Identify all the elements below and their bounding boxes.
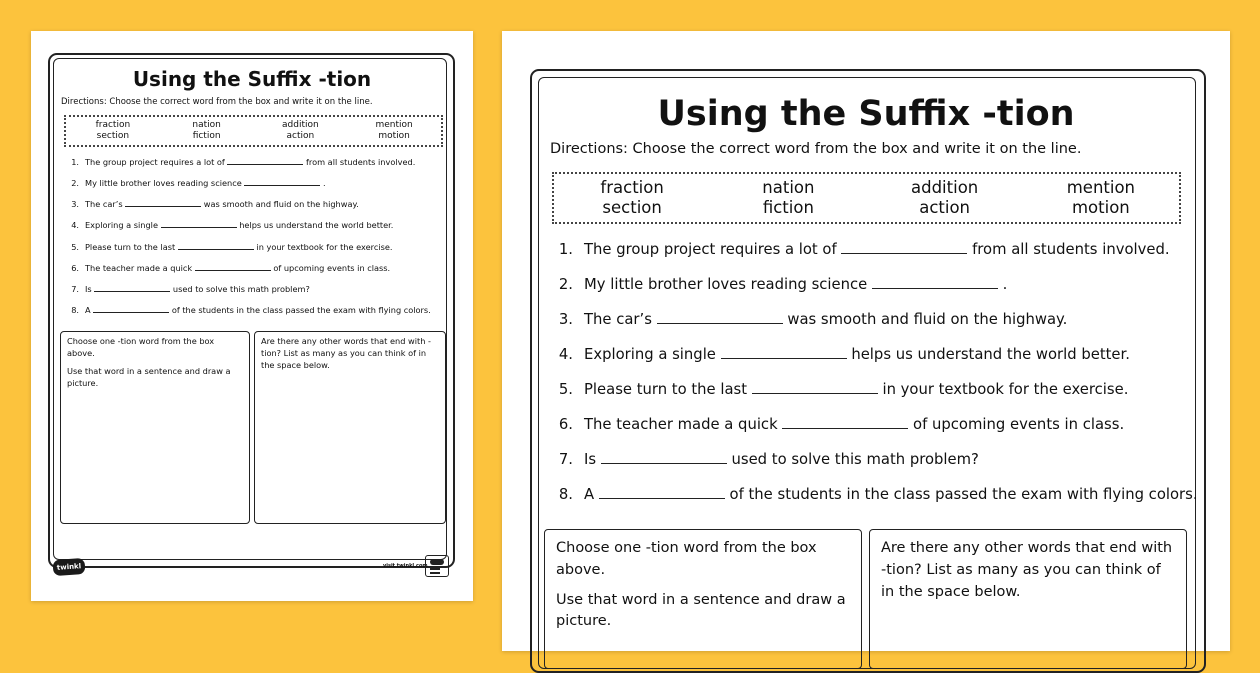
question-2: 2. My little brother loves reading science .	[71, 178, 326, 188]
word-box-item: fiction	[192, 131, 221, 141]
answer-blank[interactable]	[161, 227, 237, 228]
task-box-left[interactable]	[544, 529, 862, 669]
badge-icon	[425, 555, 449, 577]
answer-blank[interactable]	[841, 253, 967, 254]
answer-blank[interactable]	[178, 249, 254, 250]
question-8: 8. A of the students in the class passed the exam with flying colors.	[558, 486, 1198, 503]
word-box-item: addition	[911, 178, 979, 198]
question-7: 7. Is used to solve this math problem?	[558, 451, 979, 468]
question-3: 3. The car’s was smooth and fluid on the highway.	[558, 311, 1068, 328]
answer-blank[interactable]	[601, 463, 727, 464]
answer-blank[interactable]	[94, 291, 170, 292]
task-right-text: Are there any other words that end with -tion? List as many as you can think of in the space below.	[261, 336, 431, 370]
question-8: 8. A of the students in the class passed the exam with flying colors.	[71, 305, 431, 315]
word-box-item: motion	[1071, 198, 1130, 217]
question-3: 3. The car’s was smooth and fluid on the highway.	[71, 199, 359, 209]
worksheet-zoomed[interactable]	[502, 31, 1230, 651]
question-5: 5. Please turn to the last in your textbook for the exercise.	[71, 242, 393, 252]
question-6: 6. The teacher made a quick of upcoming events in class.	[558, 416, 1125, 433]
word-box-item: motion	[378, 131, 410, 141]
word-box-item: section	[602, 198, 662, 217]
word-box-item: fraction	[95, 120, 131, 131]
question-5: 5. Please turn to the last in your textbook for the exercise.	[558, 381, 1129, 398]
task-box-right[interactable]	[254, 331, 446, 524]
task-right-text: Are there any other words that end with -tion? List as many as you can think of in the space below.	[881, 540, 1173, 600]
task-left-line1: Choose one -tion word from the box above.	[556, 540, 817, 578]
task-left-line2: Use that word in a sentence and draw a picture.	[556, 591, 846, 630]
answer-blank[interactable]	[125, 206, 201, 207]
worksheet-thumbnail[interactable]	[31, 31, 473, 601]
answer-blank[interactable]	[752, 393, 878, 394]
answer-blank[interactable]	[782, 428, 908, 429]
word-box-item: section	[96, 131, 130, 141]
task-left-line1: Choose one -tion word from the box above.	[67, 336, 215, 358]
answer-blank[interactable]	[721, 358, 847, 359]
answer-blank[interactable]	[227, 164, 303, 165]
question-6: 6. The teacher made a quick of upcoming events in class.	[71, 263, 391, 273]
word-box	[552, 172, 1181, 224]
word-box-item: mention	[375, 120, 413, 131]
word-box-item: addition	[282, 120, 319, 131]
answer-blank[interactable]	[195, 270, 271, 271]
answer-blank[interactable]	[872, 288, 998, 289]
answer-blank[interactable]	[657, 323, 783, 324]
question-2: 2. My little brother loves reading science .	[558, 276, 1008, 293]
page-title: Using the Suffix -tion	[132, 67, 372, 91]
visit-link[interactable]: visit twinkl.com	[383, 563, 428, 569]
task-box-left[interactable]	[60, 331, 250, 524]
word-box	[64, 115, 443, 147]
answer-blank[interactable]	[244, 185, 320, 186]
task-left-line2: Use that word in a sentence and draw a picture.	[67, 365, 231, 388]
question-4: 4. Exploring a single helps us understand the world better.	[558, 346, 1130, 363]
word-box-item: mention	[1066, 178, 1136, 198]
word-box-item: fraction	[600, 178, 664, 198]
question-1: 1. The group project requires a lot of from all students involved.	[71, 157, 416, 167]
answer-blank[interactable]	[599, 498, 725, 499]
question-7: 7. Is used to solve this math problem?	[71, 284, 310, 294]
word-box-item: nation	[762, 178, 815, 198]
word-box-item: fiction	[762, 198, 814, 217]
task-box-right[interactable]	[869, 529, 1187, 669]
word-box-item: action	[286, 131, 315, 141]
answer-blank[interactable]	[93, 312, 169, 313]
twinkl-logo: twinkl	[52, 558, 85, 576]
word-box-item: action	[919, 198, 971, 217]
page-title: Using the Suffix -tion	[657, 94, 1075, 134]
question-4: 4. Exploring a single helps us understand the world better.	[71, 220, 394, 230]
directions-text: Directions: Choose the correct word from the box and write it on the line.	[61, 97, 373, 107]
directions-text: Directions: Choose the correct word from the box and write it on the line.	[550, 141, 1082, 157]
word-box-item: nation	[192, 120, 221, 131]
question-1: 1. The group project requires a lot of from all students involved.	[558, 241, 1170, 258]
